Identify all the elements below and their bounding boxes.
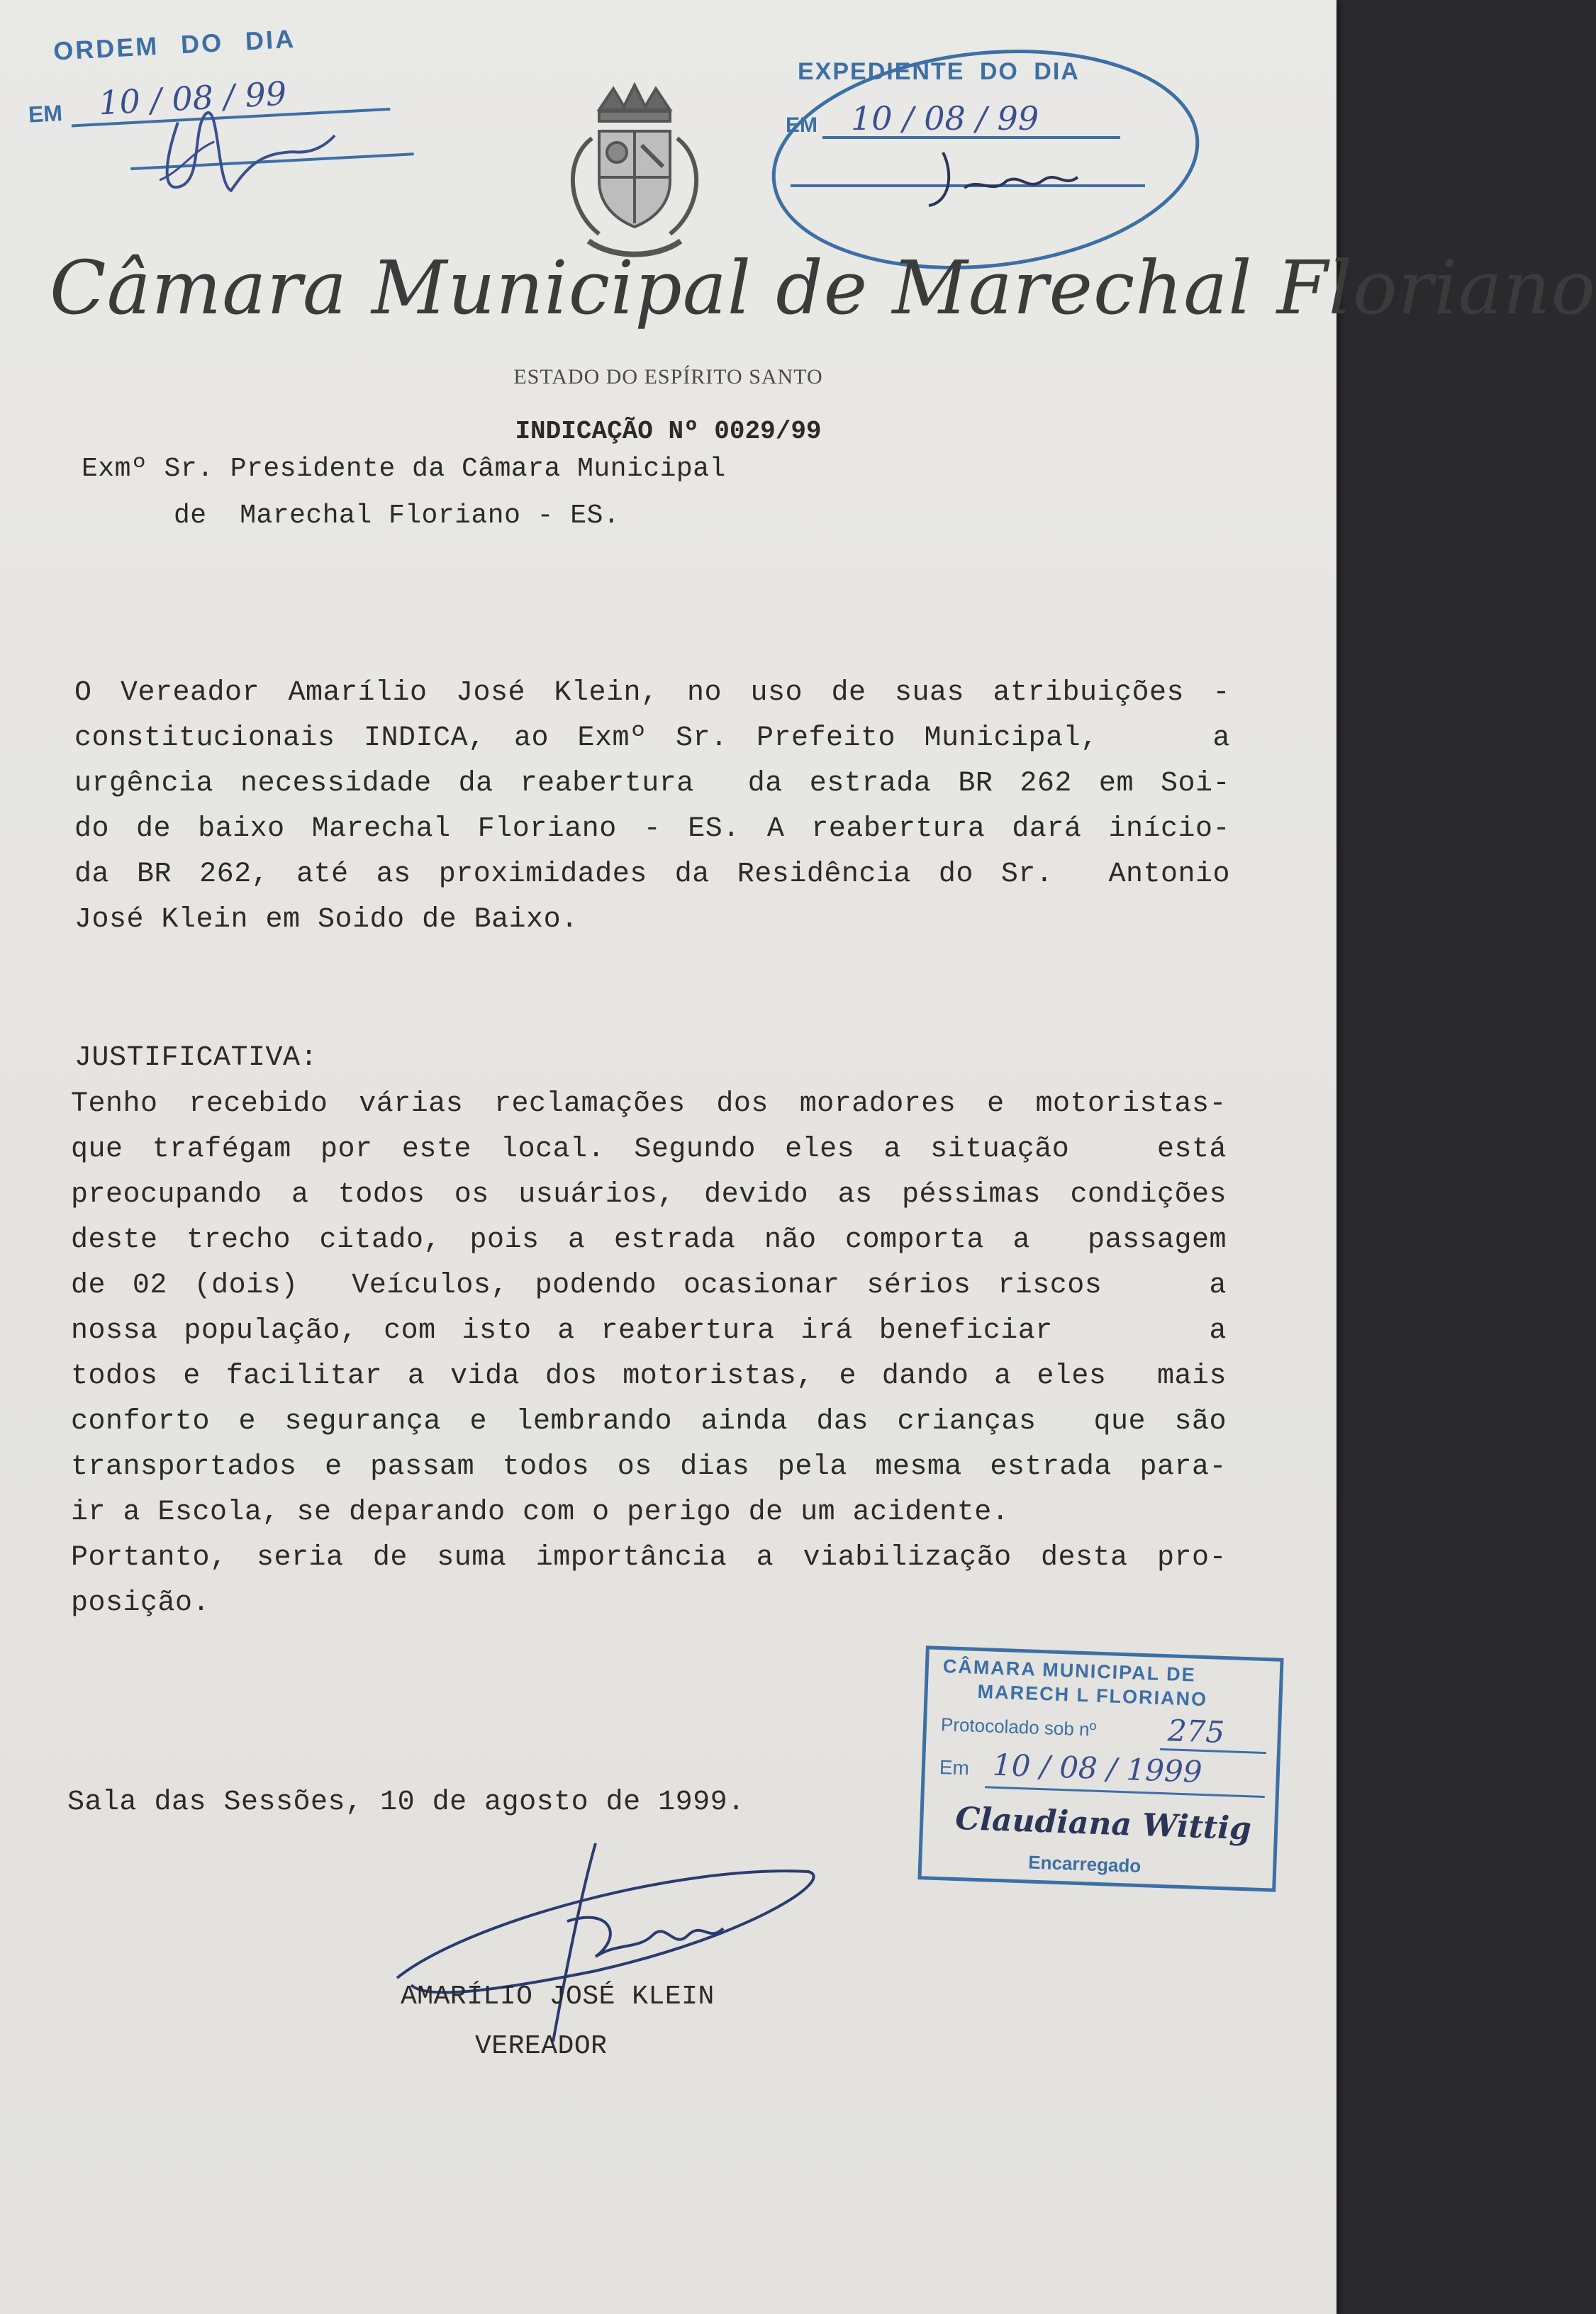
justification-line: posição. bbox=[71, 1587, 211, 1619]
ordem-stamp-prefix: EM bbox=[28, 100, 63, 128]
justification-line: de 02 (dois) Veículos, podendo ocasionar sérios riscos a bbox=[71, 1270, 1227, 1302]
body-paragraph bbox=[74, 677, 1237, 946]
signer-name: AMARÍLIO JOSÉ KLEIN bbox=[401, 1982, 715, 2012]
body-line: constitucionais INDICA, ao Exmº Sr. Prefeito Municipal, a bbox=[74, 722, 1230, 754]
signer-role: VEREADOR bbox=[475, 2031, 608, 2062]
place-and-date: Sala das Sessões, 10 de agosto de 1999. bbox=[67, 1787, 745, 1818]
chamber-name: Câmara Municipal de Marechal Floriano bbox=[50, 245, 1596, 331]
addressee-line-1: Exmº Sr. Presidente da Câmara Municipal bbox=[82, 454, 726, 484]
state-name: ESTADO DO ESPÍRITO SANTO bbox=[513, 365, 823, 389]
expediente-stamp-date: 10 / 08 / 99 bbox=[851, 99, 1039, 138]
expediente-stamp-label: EXPEDIENTE DO DIA bbox=[798, 58, 1080, 85]
coat-of-arms-icon bbox=[549, 82, 720, 266]
body-line: José Klein em Soido de Baixo. bbox=[74, 904, 579, 936]
signature bbox=[383, 1836, 837, 2049]
protocol-stamp bbox=[917, 1645, 1283, 1891]
protocol-date-prefix: Em bbox=[939, 1756, 970, 1779]
justification-line: Tenho recebido várias reclamações dos moradores e motoristas- bbox=[71, 1088, 1227, 1120]
body-line: urgência necessidade da reabertura da estrada BR 262 em Soi- bbox=[74, 768, 1230, 800]
ordem-do-dia-stamp bbox=[24, 12, 401, 208]
document-title: INDICAÇÃO Nº 0029/99 bbox=[515, 417, 822, 446]
ordem-stamp-date: 10 / 08 / 99 bbox=[97, 74, 288, 123]
expediente-signature bbox=[922, 138, 1106, 216]
expediente-do-dia-stamp bbox=[759, 43, 1212, 276]
protocol-handwritten-name: Claudiana Wittig bbox=[954, 1800, 1252, 1848]
ordem-signature bbox=[148, 92, 352, 208]
justification-heading: JUSTIFICATIVA: bbox=[74, 1042, 318, 1074]
protocol-date: 10 / 08 / 1999 bbox=[992, 1747, 1203, 1789]
body-line: do de baixo Marechal Floriano - ES. A reabertura dará início- bbox=[74, 813, 1230, 845]
justification-line: preocupando a todos os usuários, devido as péssimas condições bbox=[71, 1179, 1227, 1211]
protocol-stamp-line-1: CÂMARA MUNICIPAL DE bbox=[942, 1655, 1197, 1686]
justification-line: ir a Escola, se deparando com o perigo de um acidente. bbox=[71, 1497, 1010, 1528]
protocol-stamp-line-2: MARECH L FLORIANO bbox=[977, 1680, 1208, 1711]
justification-line: conforto e segurança e lembrando ainda das crianças que são bbox=[71, 1406, 1227, 1438]
justification-line: que trafégam por este local. Segundo eles a situação está bbox=[71, 1134, 1227, 1166]
expediente-stamp-prefix: EM bbox=[786, 113, 817, 137]
justification-line: todos e facilitar a vida dos motoristas, e dando a eles mais bbox=[71, 1360, 1227, 1392]
justification-line: transportados e passam todos os dias pela mesma estrada para- bbox=[71, 1451, 1227, 1483]
ordem-stamp-label: ORDEM DO DIA bbox=[52, 23, 296, 66]
protocol-number-label: Protocolado sob nº bbox=[940, 1714, 1097, 1740]
protocol-number: 275 bbox=[1167, 1713, 1225, 1750]
body-line: da BR 262, até as proximidades da Residência do Sr. Antonio bbox=[74, 859, 1230, 890]
justification-line: nossa população, com isto a reabertura irá beneficiar a bbox=[71, 1315, 1227, 1347]
protocol-footer: Encarregado bbox=[1027, 1851, 1142, 1877]
justification-line: deste trecho citado, pois a estrada não comporta a passagem bbox=[71, 1224, 1227, 1256]
justification-line: Portanto, seria de suma importância a viabilização desta pro- bbox=[71, 1542, 1227, 1574]
protocol-date-line bbox=[985, 1786, 1265, 1798]
justification-paragraph bbox=[71, 1088, 1234, 1655]
addressee-line-2: de Marechal Floriano - ES. bbox=[174, 501, 620, 531]
body-line: O Vereador Amarílio José Klein, no uso de suas atribuições - bbox=[74, 677, 1230, 709]
